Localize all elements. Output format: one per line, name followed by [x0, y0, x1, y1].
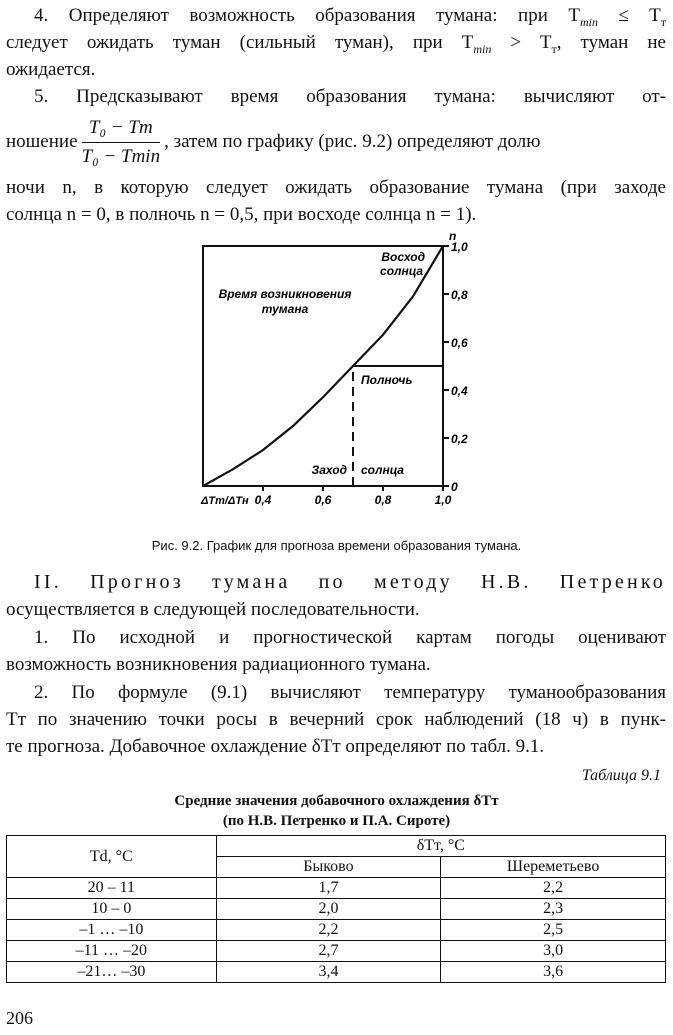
- paragraph-4-line-3: ожидается.: [6, 59, 96, 80]
- cell-bykovo: 3,4: [216, 962, 441, 983]
- table-title-line-2: (по Н.В. Петренко и П.А. Сироте): [222, 813, 451, 829]
- p4-sub-min: min: [580, 14, 598, 29]
- sunrise-label-line-2: солнца: [380, 264, 423, 278]
- cell-td: 10 – 0: [7, 899, 217, 920]
- cell-bykovo: 2,0: [216, 899, 441, 920]
- ratio-fraction: [82, 117, 161, 168]
- table-row: [7, 899, 666, 920]
- table-row: [7, 920, 666, 941]
- p4-line2a: следует ожидать туман (сильный туман), при T: [6, 32, 474, 53]
- y-tick-label: 0,8: [451, 288, 468, 302]
- y-tick-label: 0,4: [451, 384, 468, 398]
- cell-sheremetyevo: 2,3: [441, 899, 666, 920]
- cell-bykovo: 2,7: [216, 941, 441, 962]
- p4-leq: ≤ T: [598, 5, 661, 26]
- section-2-item-1-line-2: возможность возникновения радиационного тумана.: [6, 654, 431, 675]
- table-title: [0, 791, 673, 831]
- y-tick-label: 1,0: [451, 240, 468, 254]
- paragraph-5-fraction-line: [6, 110, 666, 174]
- p4-line2b: > T: [491, 32, 552, 53]
- header-td: Td, °C: [7, 836, 217, 878]
- x-tick-label: 0,6: [314, 493, 332, 507]
- paragraph-5-line-4: солнца n = 0, в полночь n = 0,5, при восходе солнца n = 1).: [6, 204, 477, 225]
- sun-label: солнца: [361, 463, 404, 477]
- cell-td: –11 … –20: [7, 941, 217, 962]
- region-label-line-2: тумана: [261, 302, 309, 316]
- table-title-line-1: Средние значения добавочного охлаждения δTт: [174, 793, 499, 809]
- p4-line2-sub-min: min: [473, 41, 492, 56]
- p4-line2-sub-t: т: [551, 41, 557, 56]
- fog-time-chart: [195, 228, 485, 518]
- table-header-row-1: [7, 836, 666, 857]
- p5-post: , затем по графику (рис. 9.2) определяют долю: [164, 131, 541, 152]
- sunrise-label-line-1: Восход: [381, 250, 425, 264]
- y-tick-label: 0: [451, 480, 458, 494]
- sunset-label: Заход: [311, 463, 347, 477]
- y-tick-label: 0,2: [451, 432, 468, 446]
- cell-sheremetyevo: 2,5: [441, 920, 666, 941]
- section-2-item-2-line-2: Tт по значению точки росы в вечерний срок наблюдений (18 ч) в пунк-: [6, 709, 666, 730]
- y-axis-label: n: [449, 229, 457, 243]
- section-2-line-2: осуществляется в следующей последовательности.: [6, 599, 420, 620]
- header-delta-t: δTт, °C: [216, 836, 665, 857]
- header-sheremetyevo: Шереметьево: [441, 857, 666, 878]
- table-row: [7, 962, 666, 983]
- x-tick-label: 1,0: [434, 493, 452, 507]
- paragraph-5-line-3: ночи n, в которую следует ожидать образование тумана (при заходе: [6, 177, 666, 198]
- paragraph-5-line-1: 5. Предсказывают время образования тумана: вычисляют от-: [34, 86, 666, 107]
- cell-td: 20 – 11: [7, 878, 217, 899]
- table-label: Таблица 9.1: [581, 767, 661, 784]
- section-2-item-2-line-3: те прогноза. Добавочное охлаждение δTт определяют по табл. 9.1.: [6, 736, 545, 757]
- section-2-heading: II. Прогноз тумана по методу Н.В. Петренко: [34, 571, 666, 593]
- x-tick-label: 0,8: [374, 493, 392, 507]
- section-2-item-2-line-1: 2. По формуле (9.1) вычисляют температуру туманообразования: [34, 682, 666, 703]
- cell-sheremetyevo: 3,6: [441, 962, 666, 983]
- page-number: 206: [6, 1008, 33, 1028]
- table-row: [7, 878, 666, 899]
- cell-td: –1 … –10: [7, 920, 217, 941]
- p4-line2c: , туман не: [556, 32, 666, 53]
- midnight-label: Полночь: [361, 373, 413, 387]
- p5-pre: ношение: [6, 131, 78, 152]
- y-tick-label: 0,6: [451, 336, 468, 350]
- p4-text: 4. Определяют возможность образования тумана: при T: [34, 5, 580, 26]
- x-tick-label: 0,4: [254, 493, 272, 507]
- header-bykovo: Быково: [216, 857, 441, 878]
- cooling-table: [6, 835, 666, 983]
- cell-td: –21… –30: [7, 962, 217, 983]
- x-axis-label: ΔTт/ΔTн: [201, 495, 249, 507]
- fraction-denominator: T₀ − Tmin: [81, 145, 161, 167]
- cell-sheremetyevo: 3,0: [441, 941, 666, 962]
- fraction-numerator: T₀ − Tт: [82, 117, 161, 143]
- cell-bykovo: 1,7: [216, 878, 441, 899]
- figure-caption: Рис. 9.2. График для прогноза времени образования тумана.: [151, 538, 522, 553]
- section-2-item-1-line-1: 1. По исходной и прогностической картам погоды оценивают: [34, 627, 666, 648]
- table-row: [7, 941, 666, 962]
- cell-bykovo: 2,2: [216, 920, 441, 941]
- cell-sheremetyevo: 2,2: [441, 878, 666, 899]
- p4-sub-t: т: [660, 14, 666, 29]
- region-label-line-1: Время возникновения: [218, 287, 352, 301]
